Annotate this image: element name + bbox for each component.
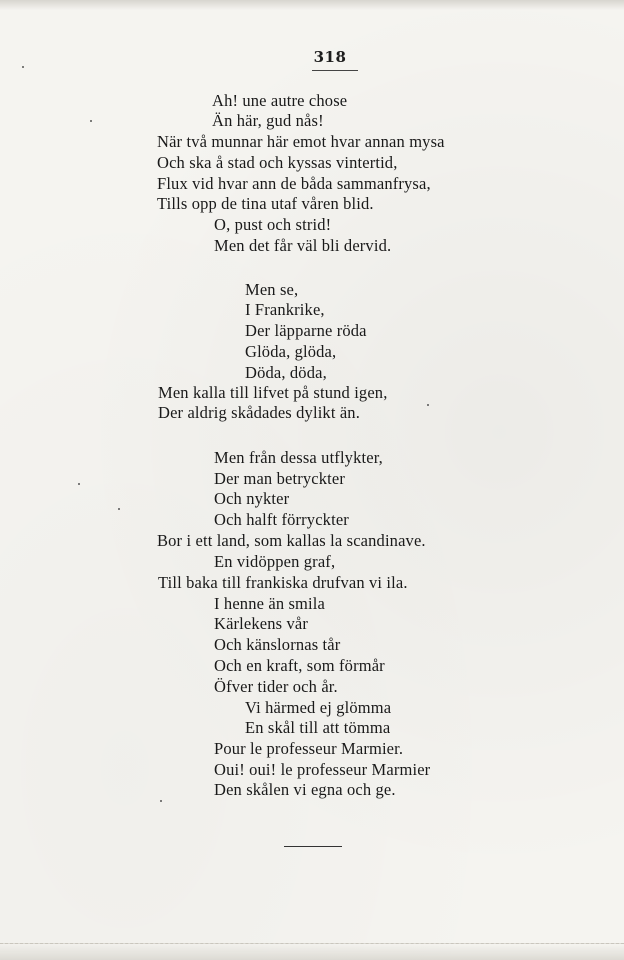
poem-line: I henne än smila — [214, 594, 325, 613]
page-bottom-edge — [0, 943, 624, 960]
poem-line: O, pust och strid! — [214, 215, 332, 234]
poem-line: Der aldrig skådades dylikt än. — [158, 403, 360, 422]
poem-line: Pour le professeur Marmier. — [214, 739, 404, 758]
poem-line: Öfver tider och år. — [214, 677, 338, 696]
poem-line: Till baka till frankiska drufvan vi ila. — [158, 573, 408, 592]
poem-line: Tills opp de tina utaf våren blid. — [157, 194, 374, 213]
poem-line: Och ska å stad och kyssas vintertid, — [157, 153, 398, 172]
poem-line: Vi härmed ej glömma — [245, 698, 392, 717]
scan-speck — [427, 404, 429, 406]
poem-line: Men från dessa utflykter, — [214, 448, 383, 467]
poem-line: Döda, döda, — [245, 363, 327, 382]
poem-line: Flux vid hvar ann de båda sammanfrysa, — [157, 174, 431, 193]
poem-line: När två munnar här emot hvar annan mysa — [157, 132, 445, 151]
poem-line: Och en kraft, som förmår — [214, 656, 385, 675]
poem-line: Men kalla till lifvet på stund igen, — [158, 383, 388, 402]
page-top-edge — [0, 0, 624, 10]
poem-line: En skål till att tömma — [245, 718, 391, 737]
page-number: 318 — [313, 48, 347, 66]
poem-line: Bor i ett land, som kallas la scandinave. — [157, 531, 426, 550]
poem-line: Oui! oui! le professeur Marmier — [214, 760, 431, 779]
poem-line: Men det får väl bli dervid. — [214, 236, 392, 255]
scan-speck — [160, 800, 162, 802]
poem-line: Än här, gud nås! — [212, 111, 324, 130]
poem-line: Den skålen vi egna och ge. — [214, 780, 396, 799]
scan-speck — [78, 483, 80, 485]
scan-speck — [22, 66, 24, 68]
poem-line: Men se, — [245, 280, 299, 299]
page-number-rule — [312, 70, 358, 71]
end-rule — [284, 846, 342, 847]
poem-line: En vidöppen graf, — [214, 552, 336, 571]
scan-speck — [118, 508, 120, 510]
poem-line: Och nykter — [214, 489, 290, 508]
scan-speck — [90, 120, 92, 122]
poem-line: Och känslornas tår — [214, 635, 341, 654]
poem-line: Kärlekens vår — [214, 614, 309, 633]
poem-line: I Frankrike, — [245, 300, 325, 319]
poem-line: Ah! une autre chose — [212, 91, 348, 110]
poem-line: Glöda, glöda, — [245, 342, 337, 361]
poem-line: Der man betryckter — [214, 469, 345, 488]
poem-line: Och halft förryckter — [214, 510, 349, 529]
poem-line: Der läpparne röda — [245, 321, 367, 340]
